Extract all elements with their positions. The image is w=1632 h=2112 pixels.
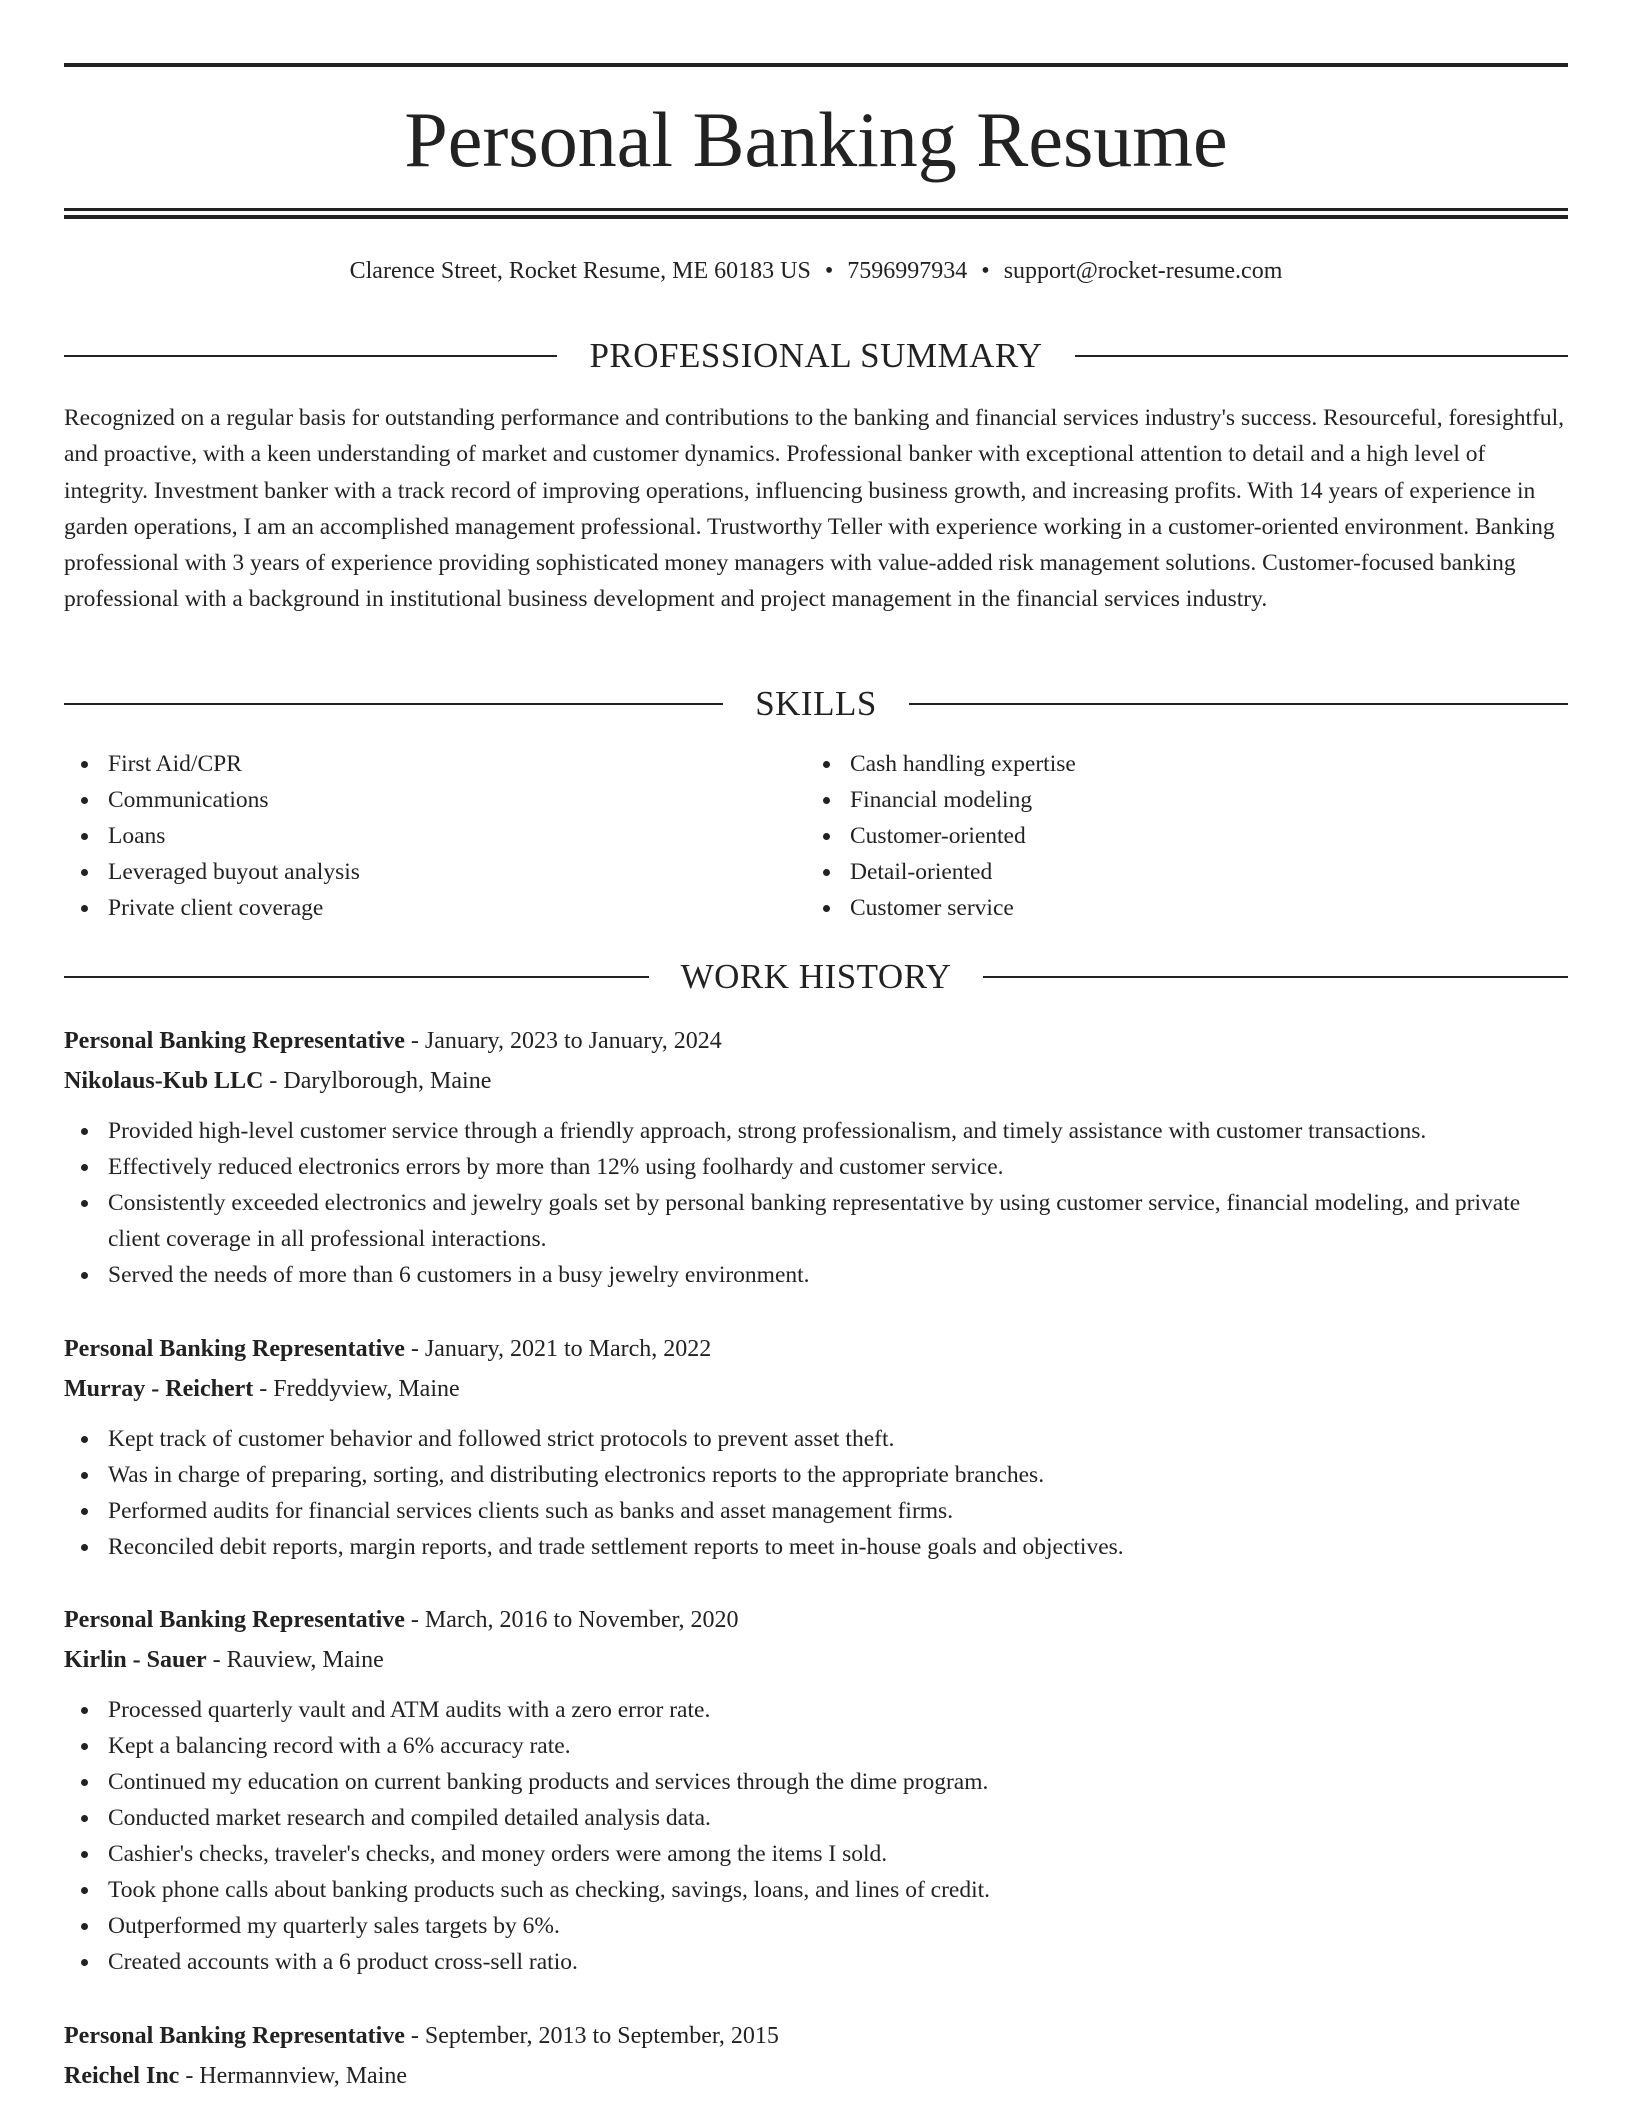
- job-title: Personal Banking Representative: [64, 1336, 405, 1362]
- work-heading: WORK HISTORY: [680, 957, 952, 996]
- work-section-heading: [64, 955, 1568, 999]
- job-company: Kirlin - Sauer: [64, 1647, 207, 1673]
- job-dates: - September, 2013 to September, 2015: [404, 2023, 779, 2049]
- job-location: - Freddyview, Maine: [253, 1376, 460, 1402]
- job-bullets: [64, 1692, 1568, 1980]
- skills-list-left: [64, 746, 804, 926]
- heading-rule: [64, 976, 649, 978]
- contact-address: Clarence Street, Rocket Resume, ME 60183 US: [349, 258, 811, 284]
- job-bullet: Kept track of customer behavior and followed strict protocols to prevent asset theft.: [64, 1421, 1568, 1457]
- skill-item: Detail-oriented: [806, 854, 1546, 890]
- skills-heading: SKILLS: [755, 684, 877, 723]
- job-entry: [64, 2016, 1568, 2096]
- job-bullet: Outperformed my quarterly sales targets by 6%.: [64, 1908, 1568, 1944]
- job-title-line: [64, 2016, 1568, 2056]
- summary-heading: PROFESSIONAL SUMMARY: [589, 336, 1043, 375]
- job-company: Reichel Inc: [64, 2063, 180, 2089]
- title-rule-upper: [64, 208, 1568, 211]
- job-company-line: [64, 2056, 1568, 2096]
- heading-rule: [64, 355, 557, 357]
- heading-rule: [64, 703, 723, 705]
- resume-title: Personal Banking Resume: [404, 96, 1228, 183]
- job-bullet: Performed audits for financial services clients such as banks and asset management firms.: [64, 1493, 1568, 1529]
- job-title-line: [64, 1021, 1568, 1061]
- skills-list-right: [806, 746, 1546, 926]
- job-company-line: [64, 1061, 1568, 1101]
- job-bullet: Was in charge of preparing, sorting, and distributing electronics reports to the appropriate branches.: [64, 1457, 1568, 1493]
- job-entry: [64, 1021, 1568, 1293]
- heading-rule: [909, 703, 1568, 705]
- job-company-line: [64, 1640, 1568, 1680]
- skill-item: Private client coverage: [64, 890, 804, 926]
- contact-line: [64, 254, 1568, 288]
- job-bullet: Took phone calls about banking products such as checking, savings, loans, and lines of credit.: [64, 1872, 1568, 1908]
- skill-item: First Aid/CPR: [64, 746, 804, 782]
- heading-rule: [983, 976, 1568, 978]
- job-bullet: Processed quarterly vault and ATM audits with a zero error rate.: [64, 1692, 1568, 1728]
- job-location: - Rauview, Maine: [206, 1647, 384, 1673]
- job-bullets: [64, 1113, 1568, 1293]
- job-bullet: Continued my education on current banking products and services through the dime program.: [64, 1764, 1568, 1800]
- job-title-line: [64, 1600, 1568, 1640]
- job-bullet: Consistently exceeded electronics and jewelry goals set by personal banking representative by using customer service, financial modeling, and private client coverage in all professional interactions.: [64, 1185, 1568, 1257]
- contact-separator: •: [981, 258, 990, 284]
- job-title-line: [64, 1329, 1568, 1369]
- skill-item: Leveraged buyout analysis: [64, 854, 804, 890]
- job-bullet: Cashier's checks, traveler's checks, and money orders were among the items I sold.: [64, 1836, 1568, 1872]
- job-company: Murray - Reichert: [64, 1376, 254, 1402]
- contact-email: support@rocket-resume.com: [1003, 258, 1283, 284]
- skill-item: Customer-oriented: [806, 818, 1546, 854]
- job-entry: [64, 1329, 1568, 1565]
- job-title: Personal Banking Representative: [64, 1028, 405, 1054]
- job-bullet: Served the needs of more than 6 customers in a busy jewelry environment.: [64, 1257, 1568, 1293]
- skills-section-heading: [64, 682, 1568, 726]
- title-rule-lower: [64, 215, 1568, 219]
- job-bullet: Conducted market research and compiled detailed analysis data.: [64, 1800, 1568, 1836]
- contact-phone: 7596997934: [847, 258, 968, 284]
- job-dates: - January, 2021 to March, 2022: [404, 1336, 712, 1362]
- job-title: Personal Banking Representative: [64, 1607, 405, 1633]
- summary-text: Recognized on a regular basis for outstanding performance and contributions to the banking and financial services industry's success. Resourceful, foresightful, and proactive, with a keen understanding of market and customer dynamics. Professional banker with exceptional attention to detail and a high level of integrity. Investment banker with a track record of improving operations, influencing business growth, and increasing profits. With 14 years of experience in garden operations, I am an accomplished management professional. Trustworthy Teller with experience working in a customer-oriented environment. Banking professional with 3 years of experience providing sophisticated money managers with value-added risk management solutions. Customer-focused banking professional with a background in institutional business development and project management in the financial services industry.: [64, 405, 1564, 613]
- job-title: Personal Banking Representative: [64, 2023, 405, 2049]
- job-bullet: Effectively reduced electronics errors by more than 12% using foolhardy and customer service.: [64, 1149, 1568, 1185]
- skill-item: Cash handling expertise: [806, 746, 1546, 782]
- job-dates: - January, 2023 to January, 2024: [404, 1028, 722, 1054]
- heading-rule: [1075, 355, 1568, 357]
- job-location: - Hermannview, Maine: [179, 2063, 408, 2089]
- skill-item: Customer service: [806, 890, 1546, 926]
- job-bullet: Reconciled debit reports, margin reports, and trade settlement reports to meet in-house goals and objectives.: [64, 1529, 1568, 1565]
- summary-section-heading: [64, 334, 1568, 378]
- skill-item: Financial modeling: [806, 782, 1546, 818]
- skill-item: Communications: [64, 782, 804, 818]
- job-location: - Darylborough, Maine: [263, 1068, 492, 1094]
- contact-separator: •: [824, 258, 834, 284]
- job-bullets: [64, 1421, 1568, 1565]
- job-dates: - March, 2016 to November, 2020: [404, 1607, 739, 1633]
- skill-item: Loans: [64, 818, 804, 854]
- job-entry: [64, 1600, 1568, 1980]
- top-rule: [64, 63, 1568, 67]
- job-company: Nikolaus-Kub LLC: [64, 1068, 264, 1094]
- job-bullet: Kept a balancing record with a 6% accuracy rate.: [64, 1728, 1568, 1764]
- job-bullet: Created accounts with a 6 product cross-sell ratio.: [64, 1944, 1568, 1980]
- job-bullet: Provided high-level customer service through a friendly approach, strong professionalism, and timely assistance with customer transactions.: [64, 1113, 1568, 1149]
- job-company-line: [64, 1369, 1568, 1409]
